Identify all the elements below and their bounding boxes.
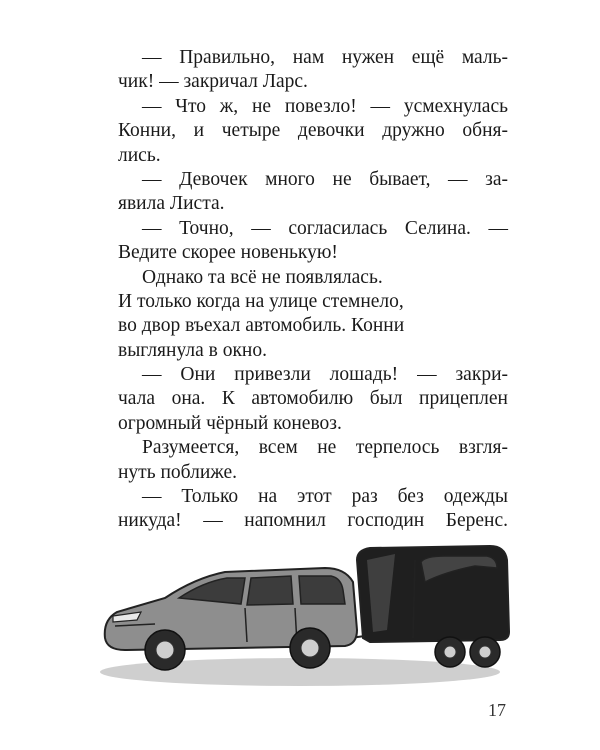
horse-trailer bbox=[335, 546, 509, 667]
car-trailer-illustration bbox=[95, 520, 515, 690]
text-line: нуть поближе. bbox=[118, 461, 238, 483]
text-line: выглянула в окно. bbox=[118, 339, 267, 361]
text-line: Конни, и четыре девочки дружно обня- bbox=[118, 120, 508, 142]
text-line: чала она. К автомобилю был прицеплен bbox=[118, 388, 508, 410]
text-line: Однако та всё не появлялась. bbox=[142, 266, 383, 288]
text-line: — Они привезли лошадь! — закри- bbox=[142, 364, 508, 386]
text-line: Ведите скорее новенькую! bbox=[118, 242, 338, 264]
text-line: никуда! — напомнил господин Беренс. bbox=[118, 510, 508, 532]
text-line: лись. bbox=[118, 144, 161, 166]
car-window-front bbox=[247, 576, 293, 605]
text-line: огромный чёрный коневоз. bbox=[118, 412, 342, 434]
car-hub bbox=[156, 641, 174, 659]
text-line: — Точно, — согласилась Селина. — bbox=[142, 217, 508, 239]
page-number: 17 bbox=[488, 700, 506, 720]
text-line: — Девочек много не бывает, — за- bbox=[142, 168, 508, 190]
text-line: — Правильно, нам нужен ещё маль- bbox=[142, 47, 508, 68]
text-line: Разумеется, всем не терпелось взгля- bbox=[142, 437, 508, 459]
body-text bbox=[118, 46, 508, 534]
text-line: И только когда на улице стемнело, bbox=[118, 290, 404, 312]
text-line: чик! — закричал Ларс. bbox=[118, 71, 308, 93]
trailer-hub bbox=[479, 646, 491, 658]
car-hub bbox=[301, 639, 319, 657]
text-line: — Только на этот раз без одежды bbox=[142, 486, 508, 508]
text-line: явила Листа. bbox=[118, 193, 225, 215]
minivan bbox=[105, 568, 357, 670]
trailer-hub bbox=[444, 646, 456, 658]
car-window-rear bbox=[299, 576, 345, 604]
text-line: — Что ж, не повезло! — усмехнулась bbox=[142, 95, 508, 117]
text-line: во двор въехал автомобиль. Конни bbox=[118, 315, 405, 337]
